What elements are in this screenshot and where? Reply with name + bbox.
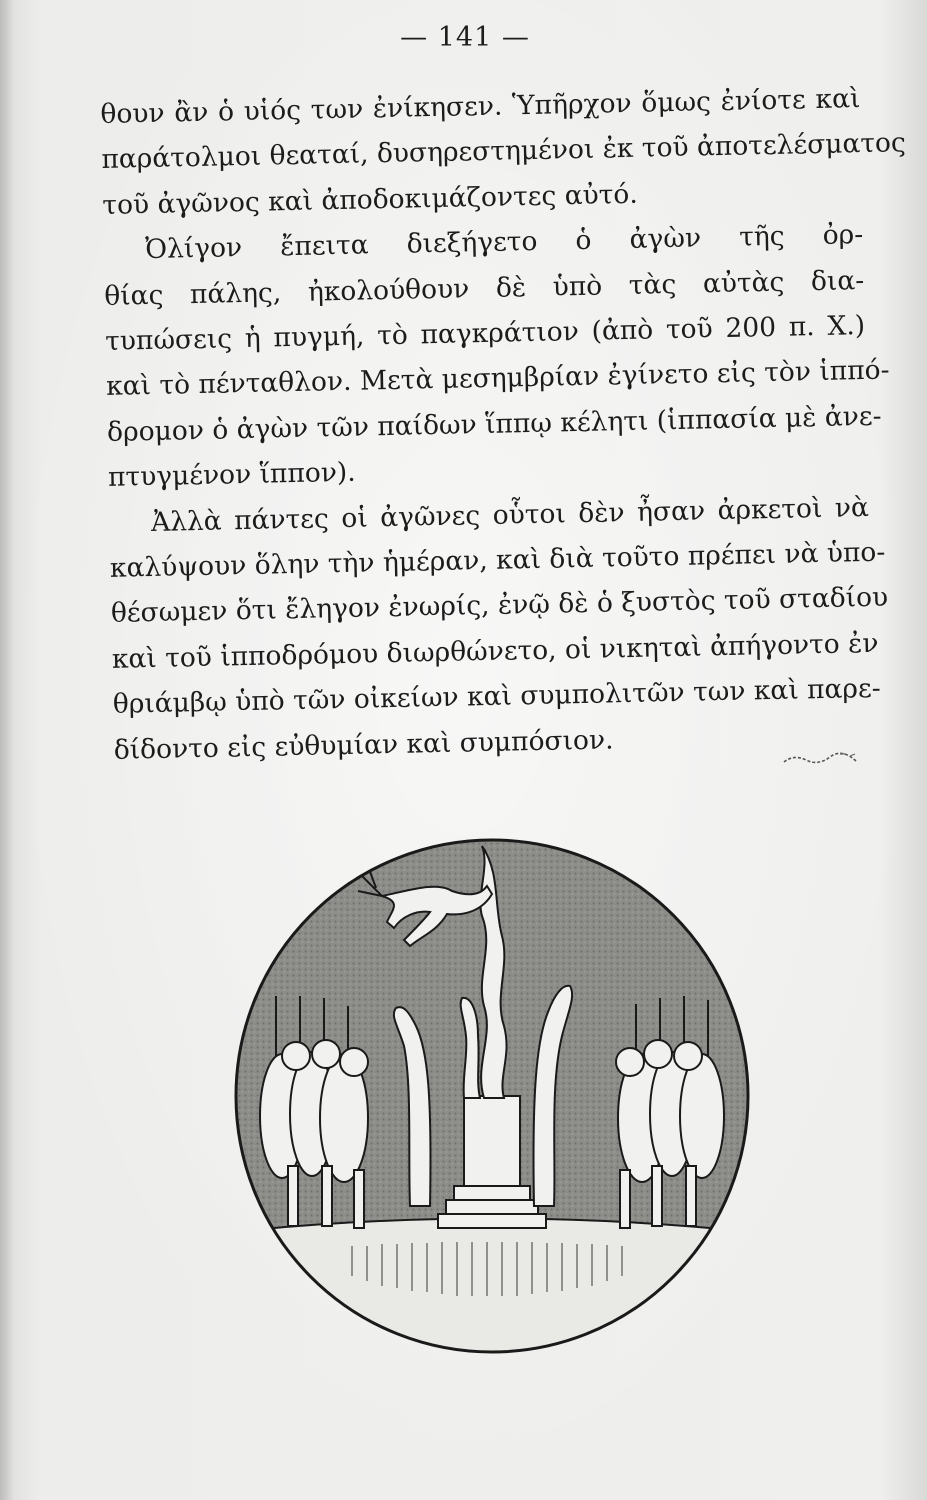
text-line-6: τυπώσεις ἡ πυγμή, τὸ παγκράτιον (ἀπὸ τοῦ 200 π. Χ.): [104, 310, 866, 357]
medallion-illustration: [232, 836, 752, 1356]
text-line-13: καὶ τοῦ ἱπποδρόμου διωρθώνετο, οἱ νικηταὶ ἀπήγοντο ἐν: [111, 627, 879, 675]
text-line-3: τοῦ ἀγῶνος καὶ ἀποδοκιμάζοντες αὐτό.: [102, 178, 639, 221]
page-number: — 141 —: [400, 22, 530, 53]
text-line-4: Ὀλίγον ἔπειτα διεξήγετο ὁ ἀγὼν τῆς ὀρ-: [144, 219, 864, 266]
text-line-8: δρομον ὁ ἀγὼν τῶν παίδων ἵππῳ κέλητι (ἱππασία μὲ ἀνε-: [106, 400, 882, 448]
text-line-15: δίδοντο εἰς εὐθυμίαν καὶ συμπόσιον.: [113, 724, 614, 766]
text-line-9: πτυγμένον ἵππον).: [107, 456, 356, 494]
text-line-5: θίας πάλης, ἠκολούθουν δὲ ὑπὸ τὰς αὐτὰς δια-: [103, 264, 865, 312]
text-line-12: θέσωμεν ὅτι ἔληγον ἐνωρίς, ἐνῷ δὲ ὁ ξυστὸς τοῦ σταδίου: [110, 582, 889, 630]
page-edge-shadow: [0, 0, 14, 1500]
text-line-1: θουν ἂν ὁ υἱός των ἐνίκησεν. Ὑπῆρχον ὅμως ἐνίοτε καὶ: [100, 83, 861, 130]
text-line-11: καλύψουν ὅλην τὴν ἡμέραν, καὶ διὰ τοῦτο πρέπει νὰ ὑπο-: [109, 536, 886, 584]
text-line-7: καὶ τὸ πένταθλον. Μετὰ μεσημβρίαν ἐγίνετο εἰς τὸν ἱππό-: [105, 354, 890, 403]
body-text: [100, 76, 907, 773]
smudge-ornament: [780, 748, 862, 772]
text-line-2: παράτολμοι θεαταί, δυσηρεστημένοι ἐκ τοῦ ἀποτελέσματος: [101, 127, 907, 176]
text-line-14: θριάμβῳ ὑπὸ τῶν οἰκείων καὶ συμπολιτῶν των καὶ παρε-: [112, 673, 881, 721]
ground: [242, 1219, 742, 1357]
text-line-10: Ἀλλὰ πάντες οἱ ἀγῶνες οὗτοι δὲν ἦσαν ἀρκετοὶ νὰ: [150, 491, 870, 538]
